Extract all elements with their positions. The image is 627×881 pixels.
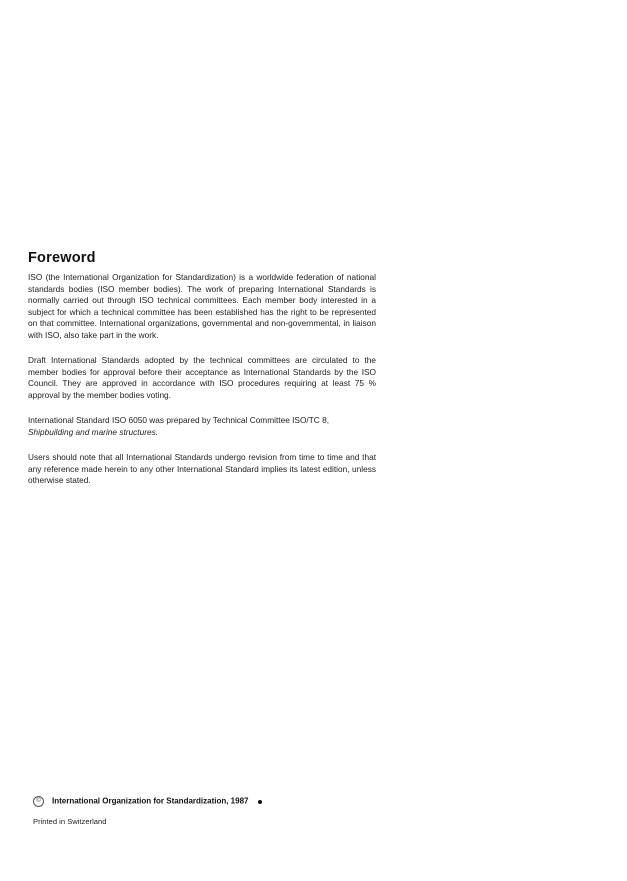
copyright-line bbox=[33, 796, 262, 807]
paragraph-revision-note: Users should note that all International Standards undergo revision from time to time and that any reference made herein to any other International Standard implies its latest edition, unless otherwise stated. bbox=[28, 452, 376, 486]
page-title: Foreword bbox=[28, 250, 96, 266]
committee-title: Shipbuilding and marine structures. bbox=[28, 426, 159, 437]
copyright-text: International Organization for Standardization, 1987 bbox=[52, 796, 249, 806]
paragraph-iso-intro: ISO (the International Organization for Standardization) is a worldwide federation of national standards bodies (ISO member bodies). The work of preparing International Standards is normally carried out through ISO technical committees. Each member body interested in a subject for which a technical committee has been established has the right to be represented on that committee. International organizations, governmental and non-governmental, in liaison with ISO, also take part in the work. bbox=[28, 272, 376, 340]
paragraph-draft-standards: Draft International Standards adopted by the technical committees are circulated to the member bodies for approval before their acceptance as International Standards by the ISO Council. They are approved in accordance with ISO procedures requiring at least 75 % approval by the member bodies voting. bbox=[28, 355, 376, 400]
printed-in: Printed in Switzerland bbox=[33, 817, 107, 826]
paragraph-prepared-by bbox=[28, 415, 376, 438]
bullet-icon bbox=[258, 800, 262, 804]
copyright-icon: © bbox=[33, 796, 44, 807]
prepared-by-text: International Standard ISO 6050 was prepared by Technical Committee ISO/TC 8, bbox=[28, 415, 329, 425]
